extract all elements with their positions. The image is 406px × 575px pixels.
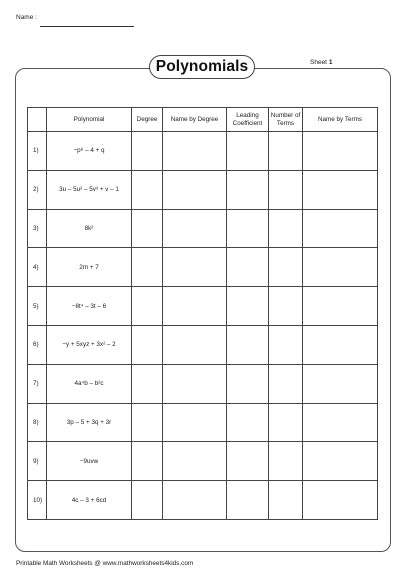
- col-header-number-of-terms: Number of Terms: [269, 108, 303, 132]
- table-row: [28, 132, 378, 171]
- polynomial-cell: −y + 5xyz + 3x² – 2: [47, 325, 132, 364]
- table-row: [28, 481, 378, 520]
- polynomial-cell: 8k²: [47, 209, 132, 248]
- row-number: 6): [28, 325, 47, 364]
- polynomial-cell: 3p – 5 + 3q + 3r: [47, 403, 132, 442]
- table-row: [28, 170, 378, 209]
- table-row: [28, 248, 378, 287]
- number-of-terms-answer-cell[interactable]: [269, 132, 303, 171]
- leading-coefficient-answer-cell[interactable]: [227, 364, 269, 403]
- degree-answer-cell[interactable]: [132, 403, 163, 442]
- polynomial-cell: −8t⁴ – 3t – 6: [47, 287, 132, 326]
- leading-coefficient-answer-cell[interactable]: [227, 325, 269, 364]
- row-number: 8): [28, 403, 47, 442]
- name-by-terms-answer-cell[interactable]: [303, 481, 378, 520]
- number-of-terms-answer-cell[interactable]: [269, 481, 303, 520]
- polynomial-cell: 3u – 5u² – 5v³ + v – 1: [47, 170, 132, 209]
- name-by-terms-answer-cell[interactable]: [303, 325, 378, 364]
- row-number: 5): [28, 287, 47, 326]
- name-by-terms-answer-cell[interactable]: [303, 442, 378, 481]
- degree-answer-cell[interactable]: [132, 209, 163, 248]
- table-row: [28, 403, 378, 442]
- leading-coefficient-answer-cell[interactable]: [227, 132, 269, 171]
- row-number: 2): [28, 170, 47, 209]
- col-header-leading-coefficient: Leading Coefficient: [227, 108, 269, 132]
- name-by-degree-answer-cell[interactable]: [163, 170, 227, 209]
- table-row: [28, 442, 378, 481]
- name-by-terms-answer-cell[interactable]: [303, 248, 378, 287]
- leading-coefficient-answer-cell[interactable]: [227, 403, 269, 442]
- polynomial-cell: 2m + 7: [47, 248, 132, 287]
- table-row: [28, 209, 378, 248]
- degree-answer-cell[interactable]: [132, 170, 163, 209]
- polynomial-cell: −9uvw: [47, 442, 132, 481]
- sheet-number: 1: [328, 59, 333, 66]
- polynomial-cell: 4a⁴b – b²c: [47, 364, 132, 403]
- leading-coefficient-answer-cell[interactable]: [227, 170, 269, 209]
- worksheet-title: Polynomials: [149, 55, 255, 79]
- number-of-terms-answer-cell[interactable]: [269, 325, 303, 364]
- row-number: 1): [28, 132, 47, 171]
- col-header-name-by-degree: Name by Degree: [163, 108, 227, 132]
- table-row: [28, 325, 378, 364]
- degree-answer-cell[interactable]: [132, 132, 163, 171]
- name-by-degree-answer-cell[interactable]: [163, 287, 227, 326]
- degree-answer-cell[interactable]: [132, 287, 163, 326]
- leading-coefficient-answer-cell[interactable]: [227, 287, 269, 326]
- leading-coefficient-answer-cell[interactable]: [227, 209, 269, 248]
- name-by-terms-answer-cell[interactable]: [303, 209, 378, 248]
- name-by-degree-answer-cell[interactable]: [163, 403, 227, 442]
- table-header-row: [28, 108, 378, 132]
- polynomial-cell: 4c – 3 + 6cd: [47, 481, 132, 520]
- footer-credit: Printable Math Worksheets @ www.mathworksheets4kids.com: [16, 560, 194, 567]
- number-of-terms-answer-cell[interactable]: [269, 248, 303, 287]
- number-of-terms-answer-cell[interactable]: [269, 364, 303, 403]
- name-by-degree-answer-cell[interactable]: [163, 442, 227, 481]
- polynomial-cell: −p⁸ – 4 + q: [47, 132, 132, 171]
- name-by-terms-answer-cell[interactable]: [303, 403, 378, 442]
- name-by-degree-answer-cell[interactable]: [163, 325, 227, 364]
- row-number: 3): [28, 209, 47, 248]
- name-by-degree-answer-cell[interactable]: [163, 132, 227, 171]
- name-by-terms-answer-cell[interactable]: [303, 170, 378, 209]
- number-of-terms-answer-cell[interactable]: [269, 170, 303, 209]
- name-by-degree-answer-cell[interactable]: [163, 248, 227, 287]
- degree-answer-cell[interactable]: [132, 364, 163, 403]
- table-row: [28, 287, 378, 326]
- col-header-name-by-terms: Name by Terms: [303, 108, 378, 132]
- row-number: 4): [28, 248, 47, 287]
- name-by-terms-answer-cell[interactable]: [303, 364, 378, 403]
- table-row: [28, 364, 378, 403]
- name-by-degree-answer-cell[interactable]: [163, 364, 227, 403]
- leading-coefficient-answer-cell[interactable]: [227, 248, 269, 287]
- sheet-label: Sheet: [310, 59, 327, 66]
- row-number: 9): [28, 442, 47, 481]
- name-by-terms-answer-cell[interactable]: [303, 287, 378, 326]
- degree-answer-cell[interactable]: [132, 325, 163, 364]
- col-header-degree: Degree: [132, 108, 163, 132]
- number-of-terms-answer-cell[interactable]: [269, 209, 303, 248]
- number-of-terms-answer-cell[interactable]: [269, 403, 303, 442]
- name-field[interactable]: [40, 26, 134, 27]
- name-by-terms-answer-cell[interactable]: [303, 132, 378, 171]
- leading-coefficient-answer-cell[interactable]: [227, 442, 269, 481]
- degree-answer-cell[interactable]: [132, 248, 163, 287]
- sheet-indicator: [310, 59, 332, 66]
- degree-answer-cell[interactable]: [132, 442, 163, 481]
- polynomial-table: [27, 107, 378, 520]
- number-of-terms-answer-cell[interactable]: [269, 287, 303, 326]
- name-by-degree-answer-cell[interactable]: [163, 481, 227, 520]
- name-by-degree-answer-cell[interactable]: [163, 209, 227, 248]
- row-number: 10): [28, 481, 47, 520]
- degree-answer-cell[interactable]: [132, 481, 163, 520]
- leading-coefficient-answer-cell[interactable]: [227, 481, 269, 520]
- row-number: 7): [28, 364, 47, 403]
- col-header-number: [28, 108, 47, 132]
- number-of-terms-answer-cell[interactable]: [269, 442, 303, 481]
- col-header-polynomial: Polynomial: [47, 108, 132, 132]
- name-label: Name :: [16, 14, 37, 21]
